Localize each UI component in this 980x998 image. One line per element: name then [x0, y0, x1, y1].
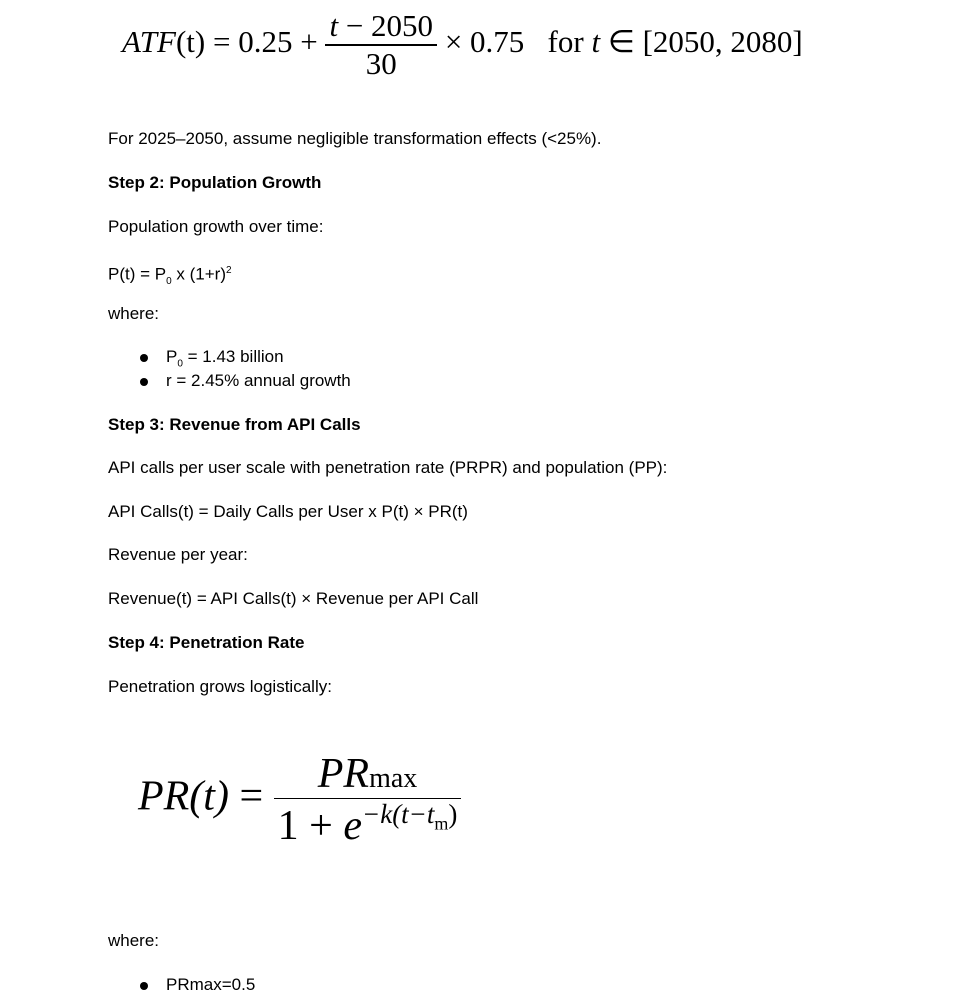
pr-num-main: PR	[317, 751, 370, 797]
list-item	[108, 974, 255, 998]
pr-equation	[138, 750, 461, 850]
where-label-1: where:	[108, 304, 160, 323]
atf-range: ∈ [2050, 2080]	[607, 24, 803, 60]
pr-exp-sub: m	[434, 813, 449, 834]
pr-fraction	[274, 750, 462, 850]
pop-formula-b: x (1+r)	[171, 264, 226, 284]
step2-heading: Step 2: Population Growth	[108, 173, 322, 192]
pr-lhs: PR(t)	[138, 773, 229, 820]
pr-exp-a: −k(t−t	[361, 799, 435, 829]
bullet-dot	[140, 354, 148, 362]
pop-formula-sub: 0	[166, 276, 172, 288]
atf-arg: (t)	[175, 24, 206, 60]
atf-eq: = 0.25 +	[212, 24, 318, 60]
atf-t-var: t	[591, 24, 601, 60]
atf-equation	[122, 8, 803, 82]
penetration-intro: Penetration grows logistically:	[108, 677, 332, 696]
atf-times: × 0.75	[444, 24, 525, 60]
api-formula: API Calls(t) = Daily Calls per User x P(t) × PR(t)	[108, 502, 468, 521]
step3-heading: Step 3: Revenue from API Calls	[108, 415, 361, 434]
atf-denominator: 30	[325, 44, 437, 82]
revenue-intro: Revenue per year:	[108, 545, 248, 564]
list-item	[108, 346, 351, 370]
pr-denominator	[274, 798, 462, 850]
pop-formula	[108, 261, 232, 292]
list-item	[108, 370, 351, 394]
bullet-dot	[140, 982, 148, 990]
bullet-pre: P	[166, 347, 178, 366]
where-label-2: where:	[108, 931, 160, 950]
pr-eq: =	[239, 773, 264, 820]
bullet-sub: 0	[177, 358, 183, 370]
pr-exponent	[361, 799, 458, 834]
bullet-text: PRmax=0.5	[166, 975, 256, 994]
atf-num-t: t	[329, 8, 339, 43]
pr-num-sub: max	[369, 763, 418, 794]
atf-for: for	[547, 24, 584, 60]
pop-formula-sup: 2	[225, 265, 232, 276]
pop-formula-a: P(t) = P	[108, 264, 167, 284]
bullet-text: r = 2.45% annual growth	[166, 371, 351, 390]
bullet-list-2	[108, 974, 255, 998]
pr-den-e: e	[343, 803, 362, 849]
pr-exp-b: )	[448, 799, 458, 829]
bullet-post: = 1.43 billion	[182, 347, 284, 366]
bullet-list-1	[108, 346, 351, 394]
api-intro: API calls per user scale with penetration rate (PRPR) and population (PP):	[108, 458, 668, 477]
pop-growth-intro: Population growth over time:	[108, 217, 324, 236]
pr-den-one: 1 +	[277, 803, 333, 849]
atf-num-rest: − 2050	[345, 8, 434, 43]
step4-heading: Step 4: Penetration Rate	[108, 633, 305, 652]
revenue-formula: Revenue(t) = API Calls(t) × Revenue per API Call	[108, 589, 479, 608]
atf-fraction	[325, 8, 437, 82]
note-2025: For 2025–2050, assume negligible transformation effects (<25%).	[108, 129, 602, 148]
atf-fn: ATF	[122, 24, 176, 60]
bullet-dot	[140, 378, 148, 386]
pr-numerator	[274, 750, 462, 798]
atf-numerator	[325, 8, 437, 44]
